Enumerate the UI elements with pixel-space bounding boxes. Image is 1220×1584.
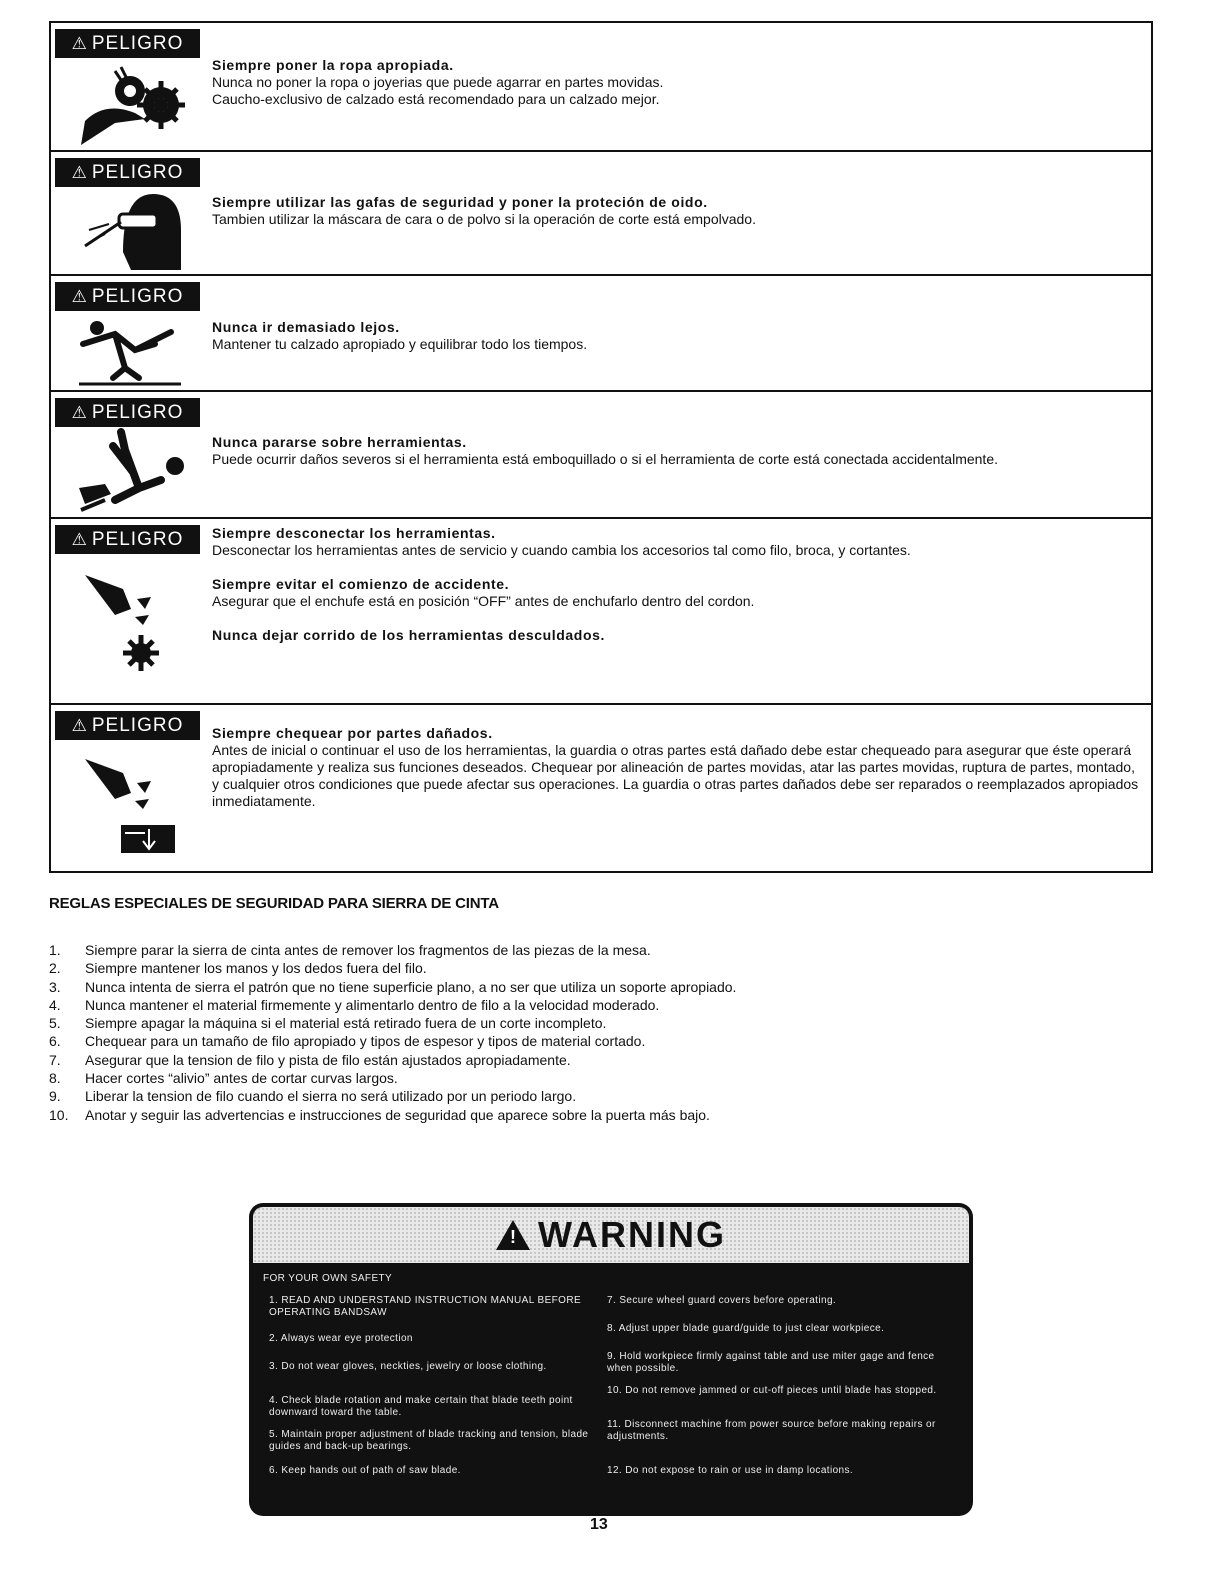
list-text: Liberar la tension de filo cuando el sierra no será utilizado por un periodo largo.: [85, 1088, 577, 1105]
list-text: Anotar y seguir las advertencias e instrucciones de seguridad que aparece sobre la puerta más bajo.: [85, 1106, 710, 1123]
damaged-parts-pictogram: [75, 753, 185, 859]
warning-triangle-icon: [496, 1220, 530, 1250]
danger-text: [212, 434, 1145, 468]
warning-item: 7. Secure wheel guard covers before operating.: [607, 1295, 837, 1306]
danger-heading: Nunca ir demasiado lejos.: [212, 319, 400, 335]
danger-heading: Siempre chequear por partes dañados.: [212, 725, 493, 741]
list-item: [49, 996, 1049, 1014]
danger-row: [51, 274, 1151, 390]
list-item: [49, 1106, 1049, 1124]
list-text: Nunca mantener el material firmemente y alimentarlo dentro de filo a la velocidad moderado.: [85, 996, 660, 1013]
entanglement-pictogram: [75, 61, 185, 145]
danger-line: Caucho-exclusivo de calzado está recomendado para un calzado mejor.: [212, 91, 660, 107]
danger-heading: Nunca dejar corrido de los herramientas desculdados.: [212, 627, 605, 643]
list-text: Siempre mantener los manos y los dedos fuera del filo.: [85, 960, 427, 977]
warning-triangle-icon: ⚠: [71, 33, 88, 53]
danger-heading: Siempre utilizar las gafas de seguridad y poner la proteción de oido.: [212, 194, 708, 210]
warning-triangle-icon: ⚠: [71, 286, 88, 306]
warning-title: WARNING: [538, 1214, 726, 1255]
warning-triangle-icon: ⚠: [71, 529, 88, 549]
section-title: REGLAS ESPECIALES DE SEGURIDAD PARA SIERRA DE CINTA: [49, 895, 499, 912]
list-text: Chequear para un tamaño de filo apropiado y tipos de espesor y tipos de material cortado.: [85, 1033, 646, 1050]
list-item: [49, 978, 1049, 996]
list-number: 3.: [49, 978, 61, 995]
disconnect-power-pictogram: [75, 569, 185, 673]
danger-row: [51, 23, 1151, 150]
list-number: 2.: [49, 960, 61, 977]
fall-hazard-pictogram: [75, 428, 185, 514]
danger-line: Antes de inicial o continuar el uso de los herramientas, la guardia o otras partes está dañado debe estar chequeado para asegurar que éste operará apropiadamente y realiza sus funciones deseados. Chequear por alineación de partes movidas, atar las partes movidas, ruptura de partes, montado, y cualquier otros condiciones que puede afectar sus operaciones. La guardia o otras partes dañados debe ser reparados o reemplazados apropiados inmediatamente.: [212, 742, 1139, 809]
warning-triangle-icon: ⚠: [71, 162, 88, 182]
warning-triangle-icon: ⚠: [71, 402, 88, 422]
danger-row: [51, 703, 1151, 871]
warning-item: 8. Adjust upper blade guard/guide to just clear workpiece.: [607, 1323, 885, 1334]
list-item: [49, 1032, 1049, 1050]
danger-text: [212, 725, 1145, 810]
danger-badge-label: PELIGRO: [91, 32, 184, 54]
warning-item: 5. Maintain proper adjustment of blade tracking and tension, blade guides and back-up bearings.: [269, 1429, 589, 1452]
danger-heading: Siempre evitar el comienzo de accidente.: [212, 576, 510, 592]
danger-heading: Siempre desconectar los herramientas.: [212, 525, 496, 541]
list-number: 7.: [49, 1051, 61, 1068]
danger-badge: [55, 525, 200, 554]
danger-badge: [55, 711, 200, 740]
warning-triangle-icon: ⚠: [71, 715, 88, 735]
danger-line: Puede ocurrir daños severos si el herramienta está emboquillado o si el herramienta de corte está conectada accidentalmente.: [212, 451, 998, 467]
danger-text: [212, 194, 1145, 228]
list-item: [49, 941, 1049, 959]
warning-item: 3. Do not wear gloves, neckties, jewelry or loose clothing.: [269, 1361, 547, 1372]
danger-line: Mantener tu calzado apropiado y equilibrar todo los tiempos.: [212, 336, 588, 352]
danger-badge: [55, 282, 200, 311]
danger-badge-label: PELIGRO: [91, 714, 184, 736]
list-item: [49, 1087, 1049, 1105]
slip-hazard-pictogram: [75, 314, 185, 386]
eye-ear-protection-pictogram: [75, 190, 185, 270]
list-text: Asegurar que la tension de filo y pista de filo están ajustados apropiadamente.: [85, 1051, 571, 1068]
list-number: 10.: [49, 1106, 69, 1123]
danger-line: Nunca no poner la ropa o joyerias que puede agarrar en partes movidas.: [212, 74, 664, 90]
danger-text: [212, 319, 1145, 353]
list-item: [49, 1069, 1049, 1087]
list-number: 6.: [49, 1033, 61, 1050]
list-item: [49, 959, 1049, 977]
danger-line: Tambien utilizar la máscara de cara o de polvo si la operación de corte está empolvado.: [212, 211, 756, 227]
list-number: 1.: [49, 942, 61, 958]
danger-row: [51, 390, 1151, 517]
danger-line: Asegurar que el enchufe está en posición “OFF” antes de enchufarlo dentro del cordon.: [212, 593, 755, 609]
warning-item: 2. Always wear eye protection: [269, 1333, 413, 1344]
danger-badge-label: PELIGRO: [91, 285, 184, 307]
list-text: Siempre parar la sierra de cinta antes de remover los fragmentos de las piezas de la mesa.: [85, 942, 651, 958]
warning-item: 10. Do not remove jammed or cut-off pieces until blade has stopped.: [607, 1385, 937, 1396]
list-number: 5.: [49, 1015, 61, 1032]
warning-item: 12. Do not expose to rain or use in damp locations.: [607, 1465, 854, 1476]
danger-text: [212, 57, 1145, 108]
list-text: Nunca intenta de sierra el patrón que no tiene superficie plano, a no ser que utiliza un soporte apropiado.: [85, 978, 737, 995]
danger-badge: [55, 398, 200, 427]
danger-badge: [55, 29, 200, 58]
warning-header: [253, 1207, 969, 1263]
warning-item: 4. Check blade rotation and make certain that blade teeth point downward toward the table.: [269, 1395, 573, 1418]
page-number: 13: [590, 1516, 608, 1533]
warning-label: [249, 1203, 973, 1516]
danger-line: Desconectar los herramientas antes de servicio y cuando cambia los accesorios tal como filo, broca, y cortantes.: [212, 542, 911, 558]
list-number: 8.: [49, 1070, 61, 1087]
danger-heading: Nunca pararse sobre herramientas.: [212, 434, 467, 450]
warning-item: 1. READ AND UNDERSTAND INSTRUCTION MANUAL BEFORE OPERATING BANDSAW: [269, 1295, 582, 1318]
danger-badge-label: PELIGRO: [91, 528, 184, 550]
danger-heading: Siempre poner la ropa apropiada.: [212, 57, 454, 73]
warning-item: 6. Keep hands out of path of saw blade.: [269, 1465, 461, 1476]
list-text: Hacer cortes “alivio” antes de cortar curvas largos.: [85, 1070, 398, 1087]
warning-subtitle: FOR YOUR OWN SAFETY: [263, 1273, 393, 1284]
danger-table: [49, 21, 1153, 873]
danger-badge-label: PELIGRO: [91, 161, 184, 183]
list-item: [49, 1014, 1049, 1032]
danger-row: [51, 517, 1151, 703]
danger-badge: [55, 158, 200, 187]
danger-text: [212, 525, 1145, 644]
rules-list: [49, 941, 1049, 1124]
warning-item: 9. Hold workpiece firmly against table and use miter gage and fence when possible.: [607, 1351, 935, 1374]
list-number: 9.: [49, 1088, 61, 1105]
danger-row: [51, 150, 1151, 274]
list-item: [49, 1051, 1049, 1069]
warning-item: 11. Disconnect machine from power source before making repairs or adjustments.: [607, 1419, 936, 1442]
danger-badge-label: PELIGRO: [91, 401, 184, 423]
list-text: Siempre apagar la máquina si el material está retirado fuera de un corte incompleto.: [85, 1015, 607, 1032]
list-number: 4.: [49, 996, 61, 1013]
